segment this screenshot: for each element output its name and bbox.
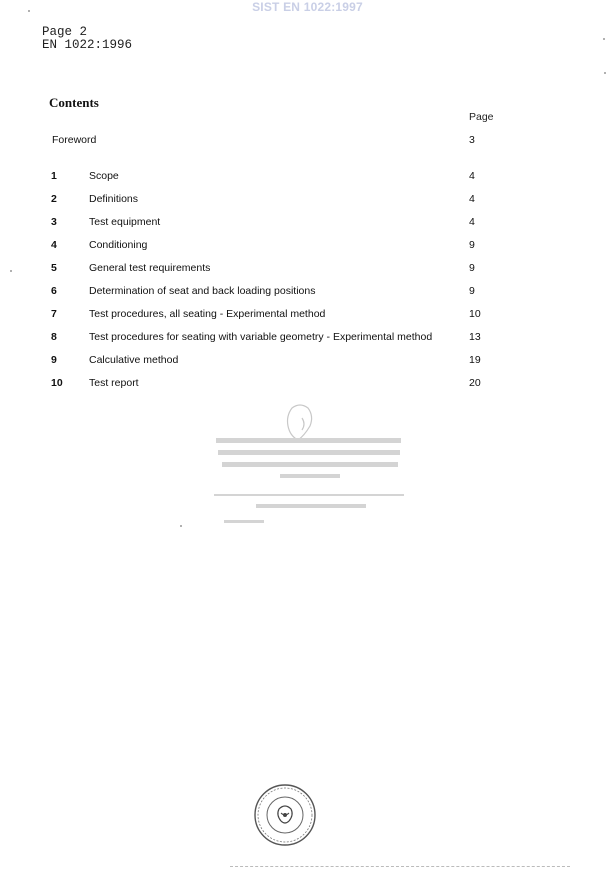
toc-row [0,170,615,193]
toc-number: 4 [51,239,57,251]
toc-title: Calculative method [89,354,179,366]
toc-page: 4 [469,216,475,228]
toc-title: Test equipment [89,216,161,228]
toc-title: Definitions [89,193,139,205]
contents-heading: Contents [49,95,99,110]
toc-page: 9 [469,239,475,251]
scan-speck [28,10,30,12]
toc-foreword-title: Foreword [52,134,97,146]
toc-page: 10 [469,308,481,320]
toc-number: 5 [51,262,57,274]
seal-stamp-icon [253,783,317,847]
toc-row [0,331,615,354]
toc-foreword-page: 3 [469,134,475,146]
toc-row [0,377,615,400]
bottom-divider [230,866,570,868]
toc-page: 13 [469,331,481,343]
toc-page: 4 [469,193,475,205]
toc-title: Test report [89,377,139,389]
toc-foreword-row [52,134,492,148]
toc-row [0,193,615,216]
scan-speck [603,38,605,40]
toc-page: 20 [469,377,481,389]
toc-page: 19 [469,354,481,366]
toc-title: Determination of seat and back loading positions [89,285,316,297]
toc-page: 9 [469,262,475,274]
toc-number: 2 [51,193,57,205]
toc-title: Test procedures for seating with variable geometry - Experimental method [89,331,433,343]
page-number-label: Page 2 [42,25,88,39]
faint-stamp-mark [210,400,410,530]
toc-page: 4 [469,170,475,182]
table-of-contents [0,170,615,400]
toc-number: 9 [51,354,57,366]
toc-page: 9 [469,285,475,297]
toc-row [0,308,615,331]
page-column-label: Page [469,111,494,123]
toc-title: Conditioning [89,239,148,251]
document-id: EN 1022:1996 [42,38,133,52]
toc-number: 7 [51,308,57,320]
toc-number: 6 [51,285,57,297]
toc-row [0,239,615,262]
toc-row [0,262,615,285]
toc-row [0,285,615,308]
toc-title: Test procedures, all seating - Experimental method [89,308,326,320]
toc-number: 8 [51,331,57,343]
scan-speck [10,270,12,272]
toc-title: General test requirements [89,262,211,274]
scan-speck [180,525,182,527]
watermark-label: SIST EN 1022:1997 [252,0,363,14]
toc-number: 1 [51,170,57,182]
toc-title: Scope [89,170,119,182]
toc-row [0,216,615,239]
scan-speck [604,72,606,74]
toc-number: 3 [51,216,57,228]
toc-number: 10 [51,377,63,389]
page-header [42,26,132,52]
toc-row [0,354,615,377]
